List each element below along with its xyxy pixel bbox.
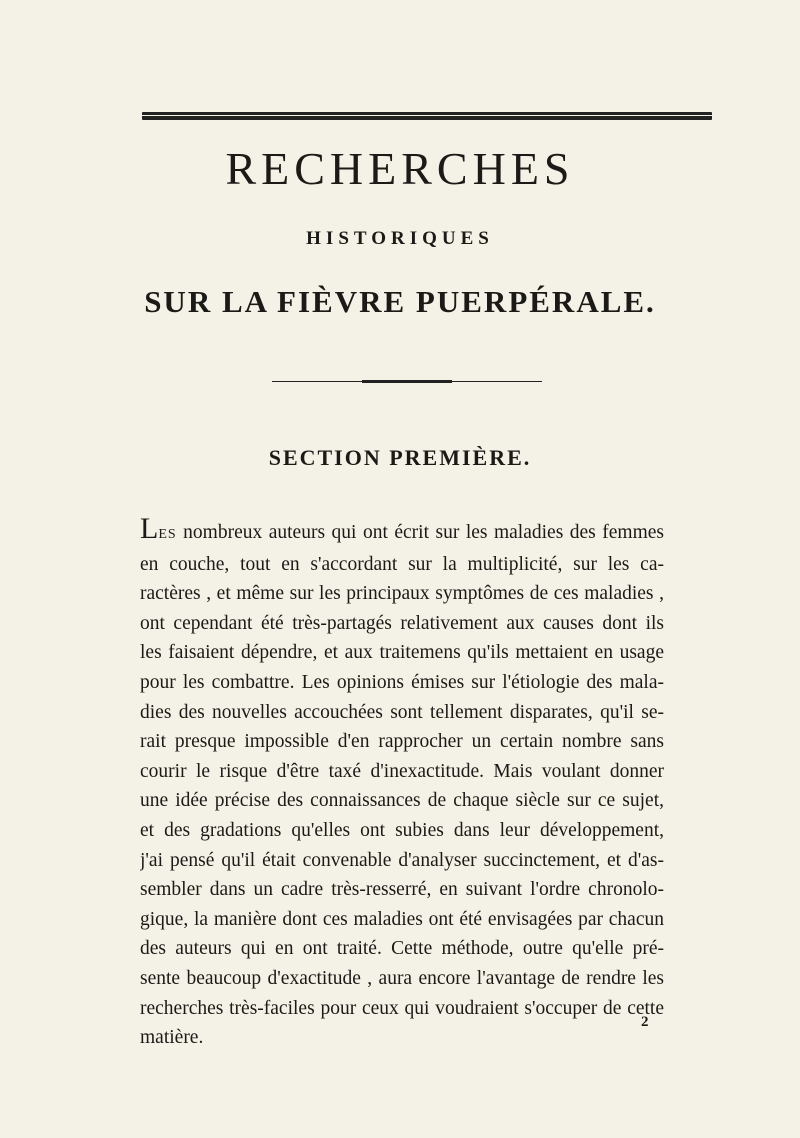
section-divider-rule (272, 380, 542, 383)
paragraph-line: rait presque impossible d'en rapprocher un certain nombre sans (140, 731, 664, 753)
paragraph-line: dies des nouvelles accouchées sont tellement disparates, qu'il se- (140, 701, 664, 723)
page-title: RECHERCHES (225, 143, 575, 194)
paragraph-line-text: nombreux auteurs qui ont écrit sur les maladies des femmes (176, 522, 664, 543)
paragraph-line: et des gradations qu'elles ont subies dans leur développement, (140, 819, 664, 841)
paragraph-line: sembler dans un cadre très-resserré, en suivant l'ordre chronolo- (140, 879, 664, 901)
paragraph-line: pour les combattre. Les opinions émises sur l'étiologie des mala- (140, 671, 664, 693)
paragraph-line: matière. (140, 1027, 204, 1049)
paragraph-line: des auteurs qui en ont traité. Cette méthode, outre qu'elle pré- (140, 938, 664, 960)
drop-initial: L (140, 518, 159, 545)
paragraph-line: les faisaient dépendre, et aux traitemens qu'ils mettaient en usage (140, 642, 664, 664)
paragraph-line: courir le risque d'être taxé d'inexactitude. Mais voulant donner (140, 760, 664, 782)
paragraph-line: sente beaucoup d'exactitude , aura encore l'avantage de rendre les (140, 967, 664, 989)
signature-mark: 2 (641, 1014, 649, 1030)
paragraph-line: recherches très-faciles pour ceux qui voudraient s'occuper de cette (140, 997, 664, 1019)
drop-initial-rest: ES (158, 527, 177, 542)
paragraph-line: gique, la manière dont ces maladies ont été envisagées par chacun (140, 908, 664, 930)
body-paragraph (140, 518, 664, 1053)
top-ornamental-rule (142, 112, 712, 120)
paragraph-line: ractères , et même sur les principaux symptômes de ces maladies , (140, 583, 664, 605)
paragraph-line: j'ai pensé qu'il était convenable d'analyser succinctement, et d'as- (140, 849, 664, 871)
page-subtitle: HISTORIQUES (306, 228, 494, 249)
paragraph-line (140, 518, 664, 550)
page-subject: SUR LA FIÈVRE PUERPÉRALE. (144, 284, 656, 319)
paragraph-line: une idée précise des connaissances de chaque siècle sur ce sujet, (140, 790, 664, 812)
paragraph-line: ont cependant été très-partagés relativement aux causes dont ils (140, 612, 664, 634)
paragraph-line: en couche, tout en s'accordant sur la multiplicité, sur les ca- (140, 553, 664, 575)
section-heading: SECTION PREMIÈRE. (268, 445, 532, 470)
